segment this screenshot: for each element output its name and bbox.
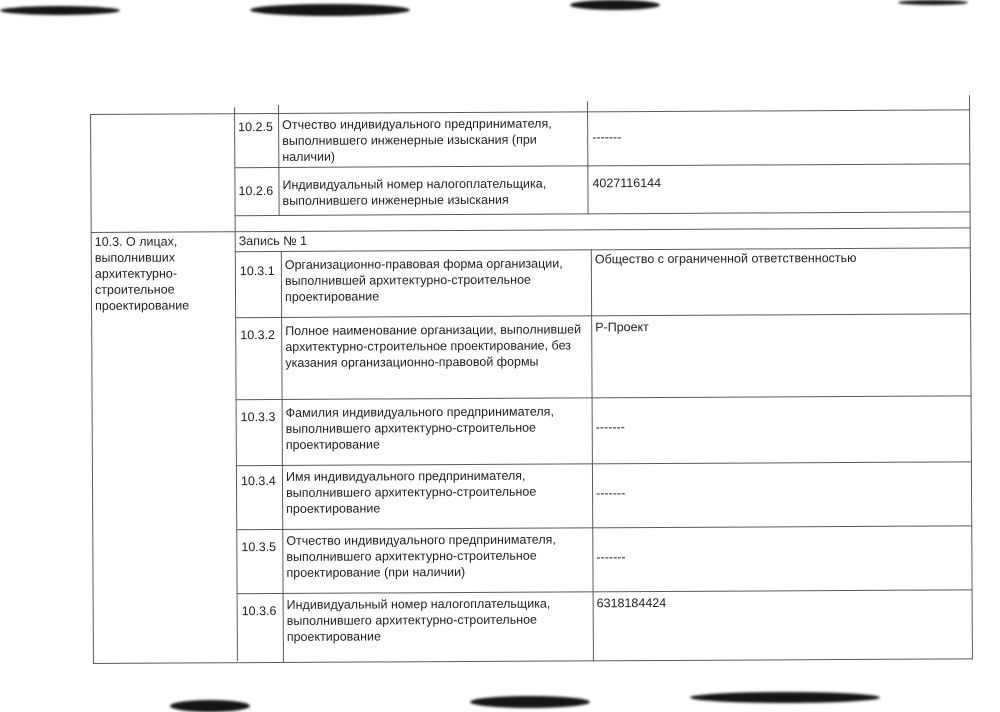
section-heading: 10.3. О лицах, выполнивших архитектурно-строительное проектирование: [94, 234, 190, 313]
row-divider: [236, 525, 972, 530]
scan-streak: [898, 0, 968, 5]
row-number: 10.3.3: [240, 409, 276, 425]
row-label: Организационно-правовая форма организации, выполнившей архитектурно-строительное проектирование: [284, 256, 563, 304]
table-border-left: [90, 114, 94, 664]
row-divider: [91, 227, 971, 233]
row-number: 10.2.5: [238, 120, 273, 135]
row-value: -------: [596, 550, 626, 565]
row-divider: [236, 395, 972, 400]
table-border-right: [969, 95, 973, 659]
scan-streak: [570, 0, 660, 10]
row-value: 4027116144: [592, 175, 662, 191]
row-number: 10.3.6: [241, 603, 277, 619]
row-value: Р-Проект: [595, 320, 649, 335]
row-value: -------: [595, 420, 625, 435]
column-divider: [587, 101, 589, 213]
table-border-top: [90, 109, 970, 115]
row-value: 6318184424: [596, 595, 667, 611]
row-label: Индивидуальный номер налогоплательщика, выполнившего архитектурно-строительное проектирование: [286, 596, 551, 644]
row-label: Отчество индивидуального предпринимателя, выполнившего инженерные изыскания (при наличии): [282, 116, 552, 164]
row-value: -------: [596, 486, 626, 501]
table-border-bottom: [93, 658, 973, 664]
column-divider: [234, 107, 238, 661]
column-divider: [281, 251, 284, 663]
row-number: 10.3.2: [240, 327, 276, 343]
row-label: Имя индивидуального предпринимателя, выполнившего архитектурно-строительное проектирование: [285, 468, 537, 516]
row-number: 10.3.1: [239, 263, 275, 279]
row-divider: [235, 211, 971, 216]
row-label: Фамилия индивидуального предпринимателя, выполнившего архитектурно-строительное проектирование: [285, 404, 554, 452]
scan-streak: [0, 6, 120, 15]
scan-streak: [470, 696, 590, 708]
document-table: [82, 95, 981, 664]
record-label: Запись № 1: [238, 233, 308, 249]
scan-streak: [690, 692, 880, 703]
row-label: Полное наименование организации, выполнившей архитектурно-строительное проектирование, без указания организационно-правовой формы: [285, 322, 582, 370]
row-value: -------: [592, 130, 622, 145]
row-label: Индивидуальный номер налогоплательщика, выполнившего инженерные изыскания: [282, 176, 547, 208]
row-number: 10.3.4: [240, 473, 276, 489]
row-value: Общество с ограниченной ответственностью: [594, 250, 857, 267]
scan-streak: [250, 4, 410, 16]
row-number: 10.2.6: [238, 184, 274, 199]
row-number: 10.3.5: [241, 539, 277, 555]
row-label: Отчество индивидуального предпринимателя, выполнившего архитектурно-строительное проектирование (при наличии): [286, 532, 556, 580]
column-divider: [591, 249, 594, 661]
row-divider: [236, 461, 972, 466]
scan-streak: [170, 700, 250, 712]
